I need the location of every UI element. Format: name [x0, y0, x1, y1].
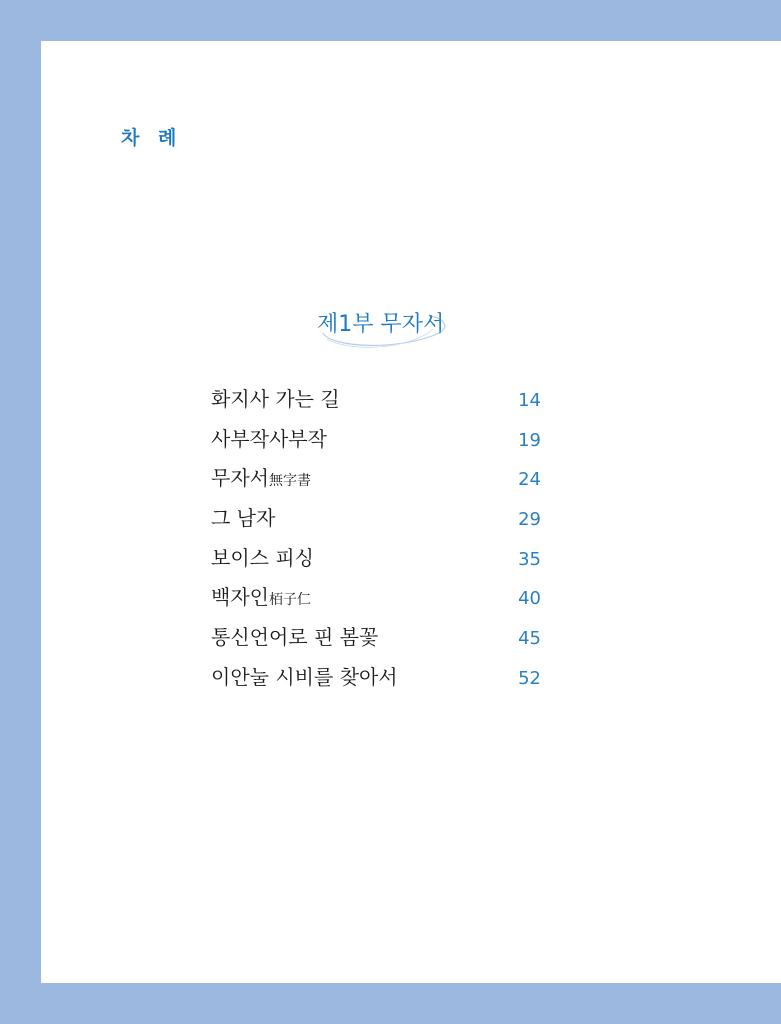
entry-title-text: 그 남자	[211, 506, 276, 531]
entry-page-number: 24	[518, 469, 541, 491]
entry-page-number: 52	[518, 667, 541, 689]
entry-page-number: 14	[518, 390, 541, 411]
entry-title-text: 보이스 피싱	[211, 545, 314, 570]
entry-hanja: 栢子仁	[268, 592, 311, 609]
toc-entry[interactable]	[211, 502, 541, 542]
entry-title-text: 이안눌 시비를 찾아서	[211, 664, 398, 689]
entry-title	[211, 661, 398, 690]
part-title: 제1부 무자서	[317, 312, 445, 337]
entry-title-text: 통신언어로 핀 봄꽃	[211, 625, 379, 650]
toc-heading: 차 례	[121, 127, 183, 149]
entry-title	[211, 383, 340, 412]
entry-page-number: 40	[518, 588, 541, 610]
toc-entry[interactable]	[211, 423, 541, 463]
entry-title-text: 화지사 가는 길	[211, 387, 340, 411]
entry-hanja: 無字書	[268, 473, 311, 490]
entry-title	[211, 462, 311, 491]
toc-entry[interactable]	[211, 462, 541, 502]
toc-entry[interactable]	[211, 661, 541, 701]
book-page	[41, 41, 781, 983]
toc-entry[interactable]	[211, 542, 541, 582]
part-header	[311, 303, 471, 353]
entry-title-text: 무자서	[211, 466, 269, 491]
entry-title	[211, 621, 378, 650]
toc-entry[interactable]	[211, 621, 541, 661]
entry-page-number: 45	[518, 628, 541, 650]
entry-page-number: 19	[518, 429, 541, 451]
entry-title	[211, 581, 311, 610]
entry-page-number: 35	[518, 548, 541, 570]
entry-title-text: 백자인	[211, 585, 269, 610]
entry-title	[211, 542, 314, 571]
entry-title	[211, 502, 275, 531]
entry-title	[211, 423, 327, 452]
toc-entry[interactable]	[211, 581, 541, 621]
entry-page-number: 29	[518, 509, 541, 531]
entry-title-text: 사부작사부작	[211, 426, 327, 451]
toc-entry[interactable]	[211, 383, 541, 423]
toc-list	[211, 383, 541, 701]
